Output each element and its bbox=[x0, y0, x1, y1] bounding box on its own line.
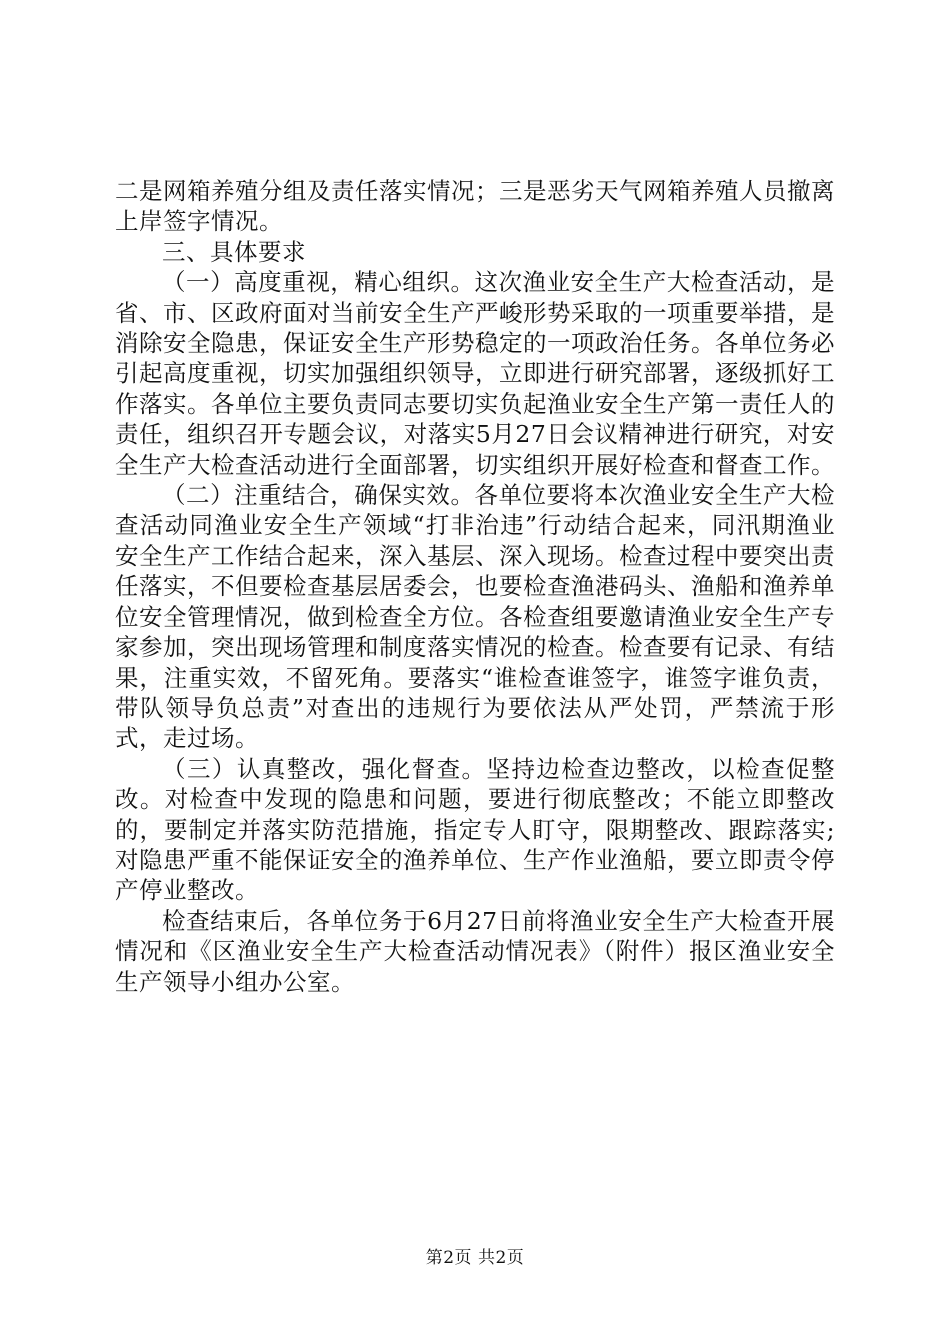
page-number-footer: 第2页 共2页 bbox=[425, 1248, 525, 1268]
document-body bbox=[115, 176, 835, 997]
paragraph-continuation: 二是网箱养殖分组及责任落实情况；三是恶劣天气网箱养殖人员撤离上岸签字情况。 bbox=[115, 177, 835, 236]
paragraph-requirement-1: （一）高度重视，精心组织。这次渔业安全生产大检查活动，是省、市、区政府面对当前安全生产严峻形势采取的一项重要举措，是消除安全隐患，保证安全生产形势稳定的一项政治任务。各单位务必引起高度重视，切实加强组织领导，立即进行研究部署，逐级抓好工作落实。各单位主要负责同志要切实负起渔业安全生产第一责任人的责任，组织召开专题会议，对落实5月27日会议精神进行研究，对安全生产大检查活动进行全面部署，切实组织开展好检查和督查工作。 bbox=[115, 268, 835, 479]
paragraph-closing: 检查结束后，各单位务于6月27日前将渔业安全生产大检查开展情况和《区渔业安全生产大检查活动情况表》（附件）报区渔业安全生产领导小组办公室。 bbox=[115, 906, 835, 996]
paragraph-requirement-2: （二）注重结合，确保实效。各单位要将本次渔业安全生产大检查活动同渔业安全生产领域“打非治违”行动结合起来，同汛期渔业安全生产工作结合起来，深入基层、深入现场。检查过程中要突出责任落实，不但要检查基层居委会，也要检查渔港码头、渔船和渔养单位安全管理情况，做到检查全方位。各检查组要邀请渔业安全生产专家参加，突出现场管理和制度落实情况的检查。检查要有记录、有结果，注重实效，不留死角。要落实“谁检查谁签字，谁签字谁负责，带队领导负总责”对查出的违规行为要依法从严处罚，严禁流于形式，走过场。 bbox=[115, 481, 835, 753]
section-heading: 三、具体要求 bbox=[162, 237, 306, 266]
paragraph-requirement-3: （三）认真整改，强化督查。坚持边检查边整改，以检查促整改。对检查中发现的隐患和问题，要进行彻底整改；不能立即整改的，要制定并落实防范措施，指定专人盯守，限期整改、跟踪落实;对隐患严重不能保证安全的渔养单位、生产作业渔船，要立即责令停产停业整改。 bbox=[115, 754, 835, 905]
